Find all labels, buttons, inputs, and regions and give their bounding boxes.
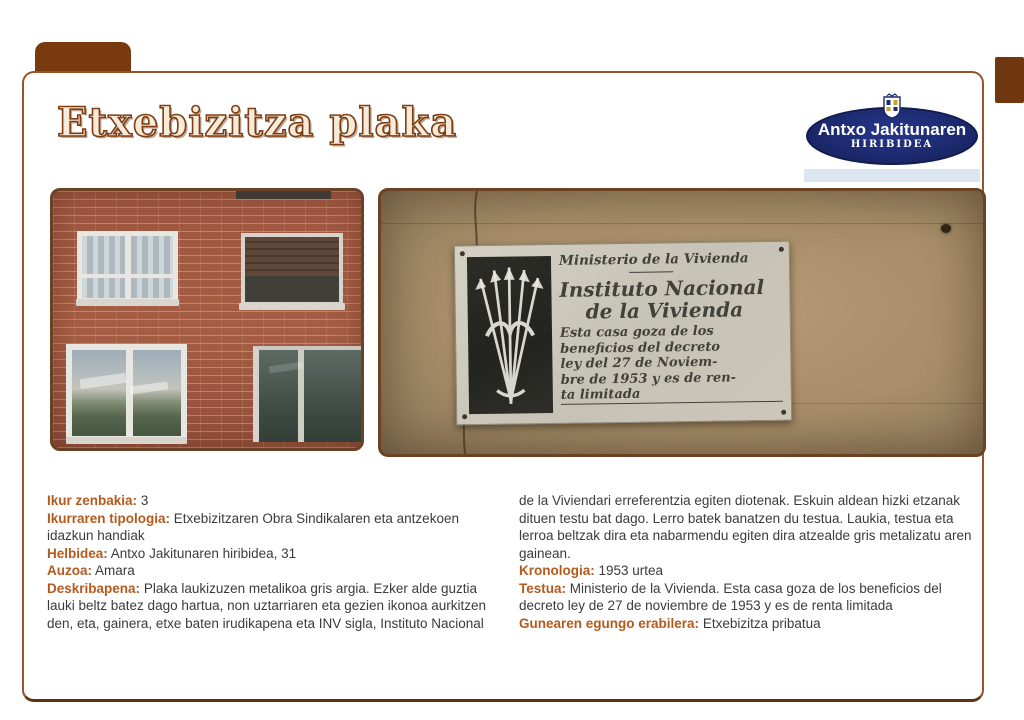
- details-column-left: [47, 492, 505, 632]
- details-column-right: [519, 492, 981, 632]
- plaque-title-line2: de la Vivienda: [585, 297, 744, 324]
- detail-field: [519, 562, 981, 580]
- detail-field: [519, 580, 981, 615]
- photo-plaque: [378, 188, 986, 457]
- window-sill: [76, 299, 179, 306]
- logo: [804, 91, 980, 191]
- plaque-divider: [629, 271, 673, 273]
- content-card: [22, 71, 984, 702]
- window-sill: [239, 303, 345, 310]
- window-reflection-right: [253, 346, 361, 442]
- yoke-and-arrows-icon: [467, 256, 553, 414]
- folder-tab-right: [995, 57, 1024, 103]
- glass-reflection: [130, 381, 169, 394]
- field-value: Plaka laukizuzen metalikoa gris argia. Ezker alde guztia lauki beltz batez dago hartua, non uztarriaren eta gezien ikonoa aurkitzen den, eta, gainera, etxe baten irudikapena eta INV sigla, Instituto Nacional: [47, 580, 487, 631]
- field-label: Deskribapena:: [47, 580, 141, 596]
- field-value: 3: [140, 493, 149, 508]
- window-mullion: [125, 236, 131, 298]
- screw: [462, 414, 467, 419]
- field-label: Helbidea:: [47, 545, 108, 561]
- field-value: Ministerio de la Vivienda. Esta casa goza de los beneficios del decreto ley de 27 de noviembre de 1953 y es de renta limitada: [519, 580, 942, 613]
- field-label: Kronologia:: [519, 563, 595, 578]
- field-label: Auzoa:: [47, 563, 92, 578]
- screw: [460, 251, 465, 256]
- field-label: Gunearen egungo erabilera:: [519, 615, 700, 631]
- logo-title: Antxo Jakitunaren: [817, 120, 967, 139]
- plaque-body: [560, 323, 783, 405]
- detail-field: [47, 510, 505, 545]
- photo-building: [50, 188, 364, 451]
- logo-subtitle: HIRIBIDEA: [850, 139, 934, 150]
- field-value: Etxebizitzaren Obra Sindikalaren eta antzekoen idazkun handiak: [47, 510, 459, 543]
- crest-icon: [881, 93, 903, 119]
- window-rail: [82, 274, 173, 278]
- roller-shutter: [245, 237, 339, 276]
- field-value: 1953 urtea: [598, 563, 664, 578]
- plaque-body-line: ley del 27 de Noviem-: [560, 354, 718, 372]
- plaque-body-line: Esta casa goza de los: [559, 323, 714, 341]
- window-curtains: [77, 231, 178, 303]
- field-value: Amara: [95, 563, 135, 578]
- glass-reflection: [80, 373, 127, 389]
- field-value: Antxo Jakitunaren hiribidea, 31: [110, 545, 297, 561]
- window-sliver: [236, 191, 331, 199]
- field-value: Etxebizitza pribatua: [702, 615, 821, 631]
- logo-underline-bar: [804, 169, 980, 182]
- detail-field: [47, 580, 505, 633]
- window-reflection-large: [66, 344, 187, 442]
- plaque-header: Ministerio de la Vivienda: [558, 250, 749, 269]
- detail-field: [47, 545, 505, 563]
- description-continuation: de la Viviendari erreferentzia egiten diotenak. Eskuin aldean hizki etzanak dituen testu bat dago. Lerro batek banatzen du testua. Laukia, testua eta lerroa beltzak dira eta nabarmendu egiten dira atzealde gris metalizatu aren gainean.: [519, 493, 972, 561]
- field-label: Testua:: [519, 580, 567, 596]
- plaque-text: [559, 250, 783, 417]
- plaque-body-line: beneficios del decreto: [560, 339, 721, 357]
- field-label: Ikurraren tipologia:: [47, 510, 171, 526]
- plaque-body-line: bre de 1953 y es de ren-: [560, 369, 737, 388]
- plaque-body-line: ta limitada: [561, 385, 783, 405]
- detail-field: [519, 615, 981, 633]
- window-shutter: [241, 233, 343, 306]
- plaque: [454, 241, 792, 426]
- field-label: Ikur zenbakia:: [47, 493, 138, 508]
- page-title: Etxebizitza plaka: [57, 99, 458, 146]
- detail-field: [47, 562, 505, 580]
- detail-field: [47, 492, 505, 510]
- window-sill: [66, 437, 187, 444]
- plaque-title-line1: Instituto Nacional: [559, 275, 765, 302]
